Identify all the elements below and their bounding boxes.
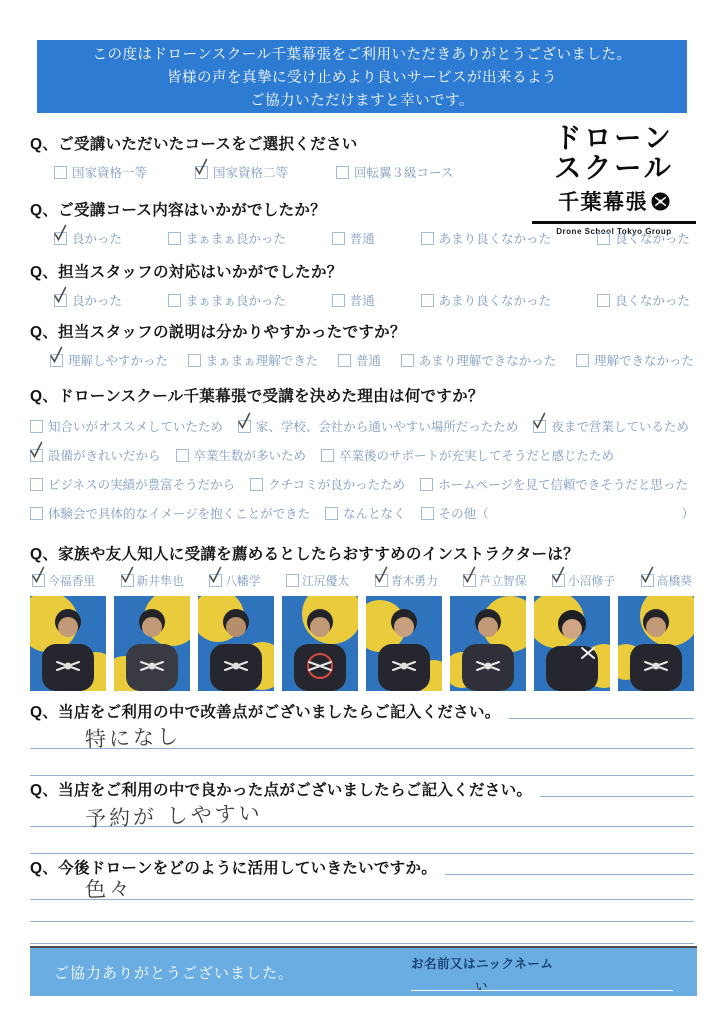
answer-line[interactable]	[30, 900, 694, 922]
checkbox-label: 良くなかった	[614, 294, 690, 308]
checkbox-option[interactable]	[375, 572, 438, 589]
footer-banner	[30, 946, 697, 996]
instructor-photo	[30, 596, 106, 691]
checkbox-label: ビジネスの実績が豊富そうだから	[48, 478, 236, 492]
question-course	[30, 132, 694, 181]
name-field-label: お名前又はニックネーム	[411, 956, 554, 971]
checkbox-option[interactable]	[195, 163, 288, 181]
instructor-photo	[366, 596, 442, 691]
handwritten-check-icon	[194, 158, 209, 176]
instructor-name: 新井隼也	[136, 574, 184, 588]
checkbox-label: 夜まで営業しているため	[551, 420, 689, 434]
options-row	[30, 475, 694, 493]
checkbox-label: まぁまぁ良かった	[185, 294, 286, 308]
question-label: Q、担当スタッフの説明は分かりやすかったですか？	[30, 324, 406, 341]
logo-subtitle-jp: 千葉幕張	[558, 191, 648, 215]
name-input-line[interactable]	[411, 972, 673, 995]
instructor-photo-image	[366, 596, 442, 691]
question-improvements	[30, 700, 694, 776]
checkbox[interactable]	[54, 232, 67, 245]
checkbox-option[interactable]	[32, 572, 95, 589]
instructor-photo-image	[198, 596, 274, 691]
checkbox-option[interactable]	[336, 163, 453, 181]
instructor-photo-image	[450, 596, 526, 691]
checkbox[interactable]	[375, 574, 388, 587]
checkbox-option[interactable]	[321, 446, 614, 464]
logo-subtitle-en: Drone School Tokyo Group	[556, 227, 672, 237]
instructor-photo-image	[114, 596, 190, 691]
question-label: Q、ご受講いただいたコースをご選択ください	[30, 136, 358, 153]
checkbox[interactable]	[50, 354, 63, 367]
checkbox-option[interactable]	[533, 417, 689, 435]
checkbox-option[interactable]	[168, 229, 286, 247]
options-row	[30, 163, 694, 181]
checkbox[interactable]	[463, 574, 476, 587]
options-row	[30, 417, 694, 435]
question-instructor	[30, 542, 694, 691]
question-staff-response	[30, 260, 694, 309]
checkbox[interactable]	[238, 420, 251, 433]
header-line: 皆様の声を真摯に受け止めより良いサービスが出来るよう	[167, 70, 557, 86]
checkbox[interactable]	[401, 354, 414, 367]
question-staff-explanation	[30, 320, 694, 369]
checkbox-label: 国家資格二等	[213, 166, 289, 180]
instructor-photo	[198, 596, 274, 691]
checkbox-option[interactable]	[54, 291, 122, 309]
handwritten-check-icon	[237, 412, 252, 430]
checkbox-label: あまり良くなかった	[438, 232, 552, 246]
checkbox-label: 普通	[349, 232, 375, 246]
checkbox-label: 回転翼３級コース	[354, 166, 454, 180]
checkbox-label: あまり良くなかった	[438, 294, 552, 308]
checkbox-label: 理解しやすかった	[68, 354, 169, 368]
question-label: Q、家族や友人知人に受講を薦めるとしたらおすすめのインストラクターは？	[30, 546, 579, 563]
question-course-content	[30, 198, 694, 247]
header-line: ご協力いただけますと幸いです。	[250, 93, 474, 109]
answer-line[interactable]	[30, 878, 694, 900]
checkbox[interactable]	[597, 232, 610, 245]
handwritten-check-icon	[374, 566, 389, 584]
checkbox-option[interactable]	[641, 572, 692, 589]
checkbox-label: 家、学校、会社から通いやすい場所だったため	[255, 420, 519, 434]
answer-line[interactable]	[30, 922, 694, 944]
instructor-photo-image	[618, 596, 694, 691]
answer-line[interactable]	[30, 722, 694, 752]
checkbox-option[interactable]	[168, 291, 286, 309]
handwritten-check-icon	[31, 566, 46, 584]
checkbox-option[interactable]	[325, 504, 406, 522]
checkbox[interactable]	[54, 166, 67, 179]
instructor-name: 芦立智保	[479, 574, 527, 588]
checkbox-option[interactable]	[209, 572, 260, 589]
handwritten-check-icon	[208, 566, 223, 584]
checkbox-label: 普通	[349, 294, 375, 308]
checkbox-label: 理解できなかった	[593, 354, 694, 368]
checkbox-label: まぁまぁ理解できた	[205, 354, 319, 368]
checkbox[interactable]	[332, 232, 345, 245]
checkbox[interactable]	[209, 574, 222, 587]
checkbox[interactable]	[250, 478, 263, 491]
checkbox[interactable]	[32, 574, 45, 587]
handwritten-check-icon	[53, 224, 68, 242]
checkbox-option[interactable]	[286, 572, 349, 589]
question-reason	[30, 384, 694, 522]
checkbox[interactable]	[321, 449, 334, 462]
checkbox-label: 良くなかった	[614, 232, 690, 246]
header-line: この度はドローンスクール千葉幕張をご利用いただきありがとうございました。	[92, 47, 632, 63]
other-close-paren: ）	[681, 507, 694, 521]
instructor-names-row	[30, 572, 694, 589]
instructor-name: 今福香里	[48, 574, 96, 588]
checkbox-option[interactable]	[50, 351, 168, 369]
instructor-name: 小沼修子	[567, 574, 616, 588]
checkbox-label: 体験会で具体的なイメージを抱くことができた	[48, 507, 311, 521]
checkbox[interactable]	[597, 294, 610, 307]
instructor-name: 江尻優太	[302, 574, 350, 588]
checkbox[interactable]	[188, 354, 201, 367]
checkbox-label: クチコミが良かったため	[268, 478, 406, 492]
checkbox[interactable]	[195, 166, 208, 179]
options-row	[30, 351, 694, 369]
checkbox[interactable]	[336, 166, 349, 179]
logo-title: スクール	[554, 151, 674, 184]
handwritten-answer: 予約が しやすい	[84, 800, 264, 832]
checkbox-label: 普通	[355, 354, 381, 368]
answer-line[interactable]	[30, 749, 694, 776]
checkbox[interactable]	[168, 294, 181, 307]
checkbox-option[interactable]	[463, 572, 526, 589]
checkbox[interactable]	[30, 507, 43, 520]
checkbox-label: 国家資格一等	[72, 166, 148, 180]
checkbox-option[interactable]	[30, 446, 161, 464]
checkbox[interactable]	[421, 232, 434, 245]
checkbox-option[interactable]	[54, 163, 147, 181]
checkbox[interactable]	[54, 294, 67, 307]
checkbox[interactable]	[421, 507, 434, 520]
checkbox-label: 卒業生数が多いため	[193, 449, 307, 463]
checkbox[interactable]	[168, 232, 181, 245]
checkbox[interactable]	[30, 478, 43, 491]
checkbox-option[interactable]	[238, 417, 519, 435]
checkbox-option[interactable]	[176, 446, 307, 464]
checkbox-label: あまり理解できなかった	[418, 354, 557, 368]
checkbox-label: まぁまぁ良かった	[185, 232, 286, 246]
handwritten-check-icon	[120, 566, 135, 584]
options-row	[30, 291, 694, 309]
checkbox[interactable]	[533, 420, 546, 433]
question-label: Q、ドローンスクール千葉幕張で受講を決めた理由は何ですか？	[30, 388, 484, 405]
header-banner	[37, 40, 687, 113]
checkbox[interactable]	[30, 420, 43, 433]
checkbox-option[interactable]	[338, 351, 381, 369]
handwritten-name: ぃ	[471, 973, 491, 995]
instructor-name: 八幡学	[225, 574, 261, 588]
answer-line[interactable]	[30, 827, 694, 854]
checkbox-option[interactable]	[30, 475, 235, 493]
logo-title: ドローン	[554, 122, 674, 154]
checkbox[interactable]	[641, 574, 654, 587]
checkbox-label: 良かった	[72, 232, 123, 246]
handwritten-check-icon	[551, 566, 566, 584]
checkbox[interactable]	[420, 478, 433, 491]
checkbox[interactable]	[30, 449, 43, 462]
instructor-name: 高橋葵	[656, 574, 692, 588]
checkbox-option[interactable]	[30, 417, 223, 435]
answer-line	[509, 718, 694, 719]
instructor-photo	[114, 596, 190, 691]
checkbox[interactable]	[121, 574, 134, 587]
question-label: Q、担当スタッフの対応はいかがでしたか？	[30, 264, 343, 281]
thanks-message: ご協力ありがとうございました。	[54, 964, 295, 982]
answer-line	[445, 874, 694, 875]
instructor-photos-row	[30, 596, 694, 691]
handwritten-check-icon	[53, 286, 68, 304]
checkbox[interactable]	[176, 449, 189, 462]
checkbox-option[interactable]	[552, 572, 615, 589]
instructor-photo-image	[534, 596, 610, 691]
instructor-photo	[534, 596, 610, 691]
checkbox[interactable]	[325, 507, 338, 520]
question-label: Q、ご受講コース内容はいかがでしたか？	[30, 202, 326, 219]
instructor-photo	[282, 596, 358, 691]
handwritten-check-icon	[532, 412, 547, 430]
checkbox-option[interactable]	[250, 475, 405, 493]
options-row	[30, 229, 694, 247]
checkbox-option[interactable]	[420, 475, 688, 493]
handwritten-check-icon	[49, 346, 64, 364]
checkbox[interactable]	[421, 294, 434, 307]
checkbox[interactable]	[286, 574, 299, 587]
checkbox-option[interactable]	[121, 572, 184, 589]
answer-line[interactable]	[30, 800, 694, 832]
name-field	[411, 954, 685, 995]
checkbox-option[interactable]	[421, 291, 552, 309]
checkbox[interactable]	[332, 294, 345, 307]
checkbox-option[interactable]	[401, 351, 557, 369]
handwritten-check-icon	[462, 566, 477, 584]
checkbox-label: 設備がきれいだから	[48, 449, 161, 463]
checkbox-label: 知合いがオススメしていたため	[48, 420, 223, 434]
instructor-photo	[450, 596, 526, 691]
question-future-use	[30, 856, 694, 944]
question-label: Q、今後ドローンをどのように活用していきたいですか。	[30, 860, 438, 877]
handwritten-check-icon	[29, 441, 44, 459]
checkbox-label: その他（	[438, 507, 489, 521]
checkbox[interactable]	[338, 354, 351, 367]
checkbox-option[interactable]	[597, 291, 690, 309]
instructor-photo-image	[30, 596, 106, 691]
answer-line	[540, 796, 694, 797]
checkbox-label: 良かった	[72, 294, 123, 308]
checkbox[interactable]	[576, 354, 589, 367]
question-label: Q、当店をご利用の中で改善点がございましたらご記入ください。	[30, 704, 501, 721]
checkbox-option[interactable]	[54, 229, 122, 247]
checkbox-option[interactable]	[30, 504, 310, 522]
checkbox-option[interactable]	[421, 504, 489, 522]
handwritten-answer: 特になし	[84, 724, 182, 752]
question-good-points	[30, 778, 694, 854]
instructor-photo	[618, 596, 694, 691]
checkbox-label: 卒業後のサポートが充実してそうだと感じたため	[339, 449, 615, 463]
handwritten-answer: 色々	[84, 876, 134, 902]
options-row	[30, 446, 694, 464]
checkbox-option[interactable]	[576, 351, 694, 369]
instructor-name: 青木勇力	[390, 574, 438, 588]
checkbox-option[interactable]	[188, 351, 319, 369]
checkbox-label: なんとなく	[343, 507, 406, 521]
checkbox[interactable]	[552, 574, 565, 587]
question-label: Q、当店をご利用の中で良かった点がございましたらご記入ください。	[30, 782, 533, 799]
instructor-photo-image	[282, 596, 358, 691]
options-row	[30, 504, 694, 522]
handwritten-check-icon	[640, 566, 655, 584]
checkbox-option[interactable]	[421, 229, 552, 247]
checkbox-option[interactable]	[332, 229, 375, 247]
checkbox-label: ホームページを見て信頼できそうだと思った	[438, 478, 688, 492]
checkbox-option[interactable]	[332, 291, 375, 309]
checkbox-option[interactable]	[597, 229, 690, 247]
